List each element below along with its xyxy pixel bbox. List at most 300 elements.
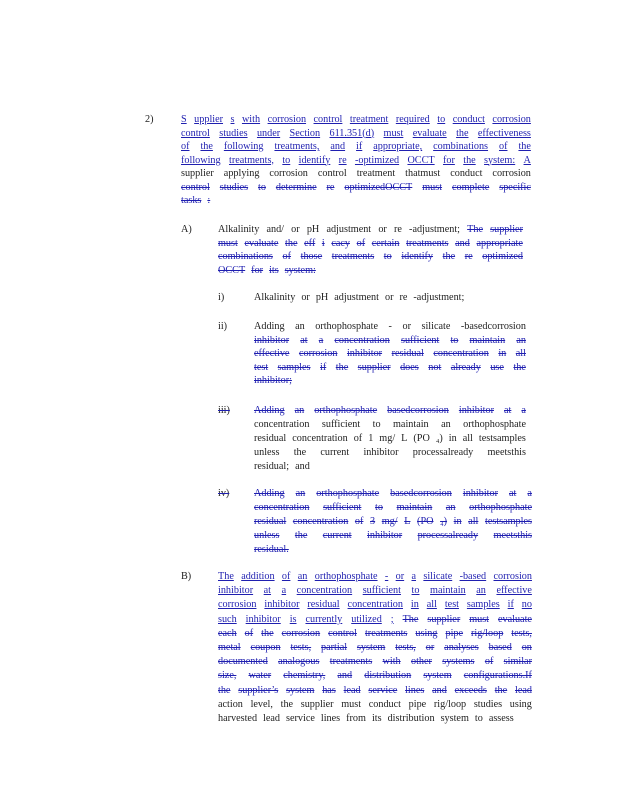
para_ii-word: already xyxy=(450,361,481,373)
item-label-i: i) xyxy=(218,292,225,303)
paraA-word: identify xyxy=(401,251,434,262)
para_ii-word: not xyxy=(428,361,442,373)
para2-word: with xyxy=(241,114,261,125)
para_iii-word: ₄) xyxy=(435,433,443,444)
paraB-word: lead xyxy=(343,684,361,696)
paraB-word: the xyxy=(494,684,508,696)
paraA-word: evaluate xyxy=(244,237,279,249)
paraB-line xyxy=(218,628,532,640)
para2-word: OCCT xyxy=(407,154,435,166)
para_ii-word: if xyxy=(320,361,327,373)
para2-word: tasks xyxy=(181,195,202,206)
para_ii-word: orthophosphate xyxy=(315,321,379,332)
paraB-word: the xyxy=(280,698,294,710)
paraA-line xyxy=(218,251,523,263)
item-label-2: 2) xyxy=(145,114,154,125)
para_iii-word: and xyxy=(295,461,310,472)
para2-word: appropriate, xyxy=(373,141,423,152)
para2-word: the xyxy=(518,141,531,152)
paraB-word: on xyxy=(521,642,532,653)
paraB-word: documented xyxy=(218,656,268,668)
paraB-word: distribution xyxy=(387,713,435,724)
para_ii-word: Adding xyxy=(254,321,285,332)
paraA-word: The xyxy=(467,224,483,235)
para2-word: control xyxy=(313,114,343,125)
para_ii-word: effective xyxy=(254,348,290,359)
paraB-word: control xyxy=(328,627,357,639)
para2-word: evaluate xyxy=(412,127,447,139)
paraB-word: a xyxy=(411,571,417,582)
para_iii-word: orthophosphate xyxy=(314,405,378,416)
paraB-word: of xyxy=(484,656,494,668)
para_i-word: -adjustment; xyxy=(413,292,465,303)
paraB-line xyxy=(218,670,532,682)
paraB-word: at xyxy=(263,585,272,597)
para_iii-line xyxy=(254,461,526,473)
paraB-word: addition xyxy=(241,571,275,582)
para_iii-word: L xyxy=(401,433,408,444)
para_i-line xyxy=(254,292,466,304)
paraB-word: service xyxy=(368,684,398,696)
paraB-word: distribution xyxy=(364,670,412,682)
para_ii-word: - xyxy=(388,321,392,332)
paraB-word: treatments xyxy=(329,656,373,668)
para2-word: to xyxy=(282,154,291,166)
paraB-word: all xyxy=(426,599,437,611)
para_ii-word: residual xyxy=(391,348,424,359)
para_ii-line xyxy=(254,375,526,387)
paraB-word: system xyxy=(356,642,386,653)
paraA-word: those xyxy=(300,251,323,262)
paraB-word: metal xyxy=(218,642,241,653)
paraB-word: from xyxy=(346,713,366,724)
para_iii-word: processalready xyxy=(412,447,474,458)
para2-word: conduct xyxy=(450,168,483,179)
para_iii-word: (PO xyxy=(413,433,430,444)
paraB-word: using xyxy=(415,627,438,639)
para_ii-word: samples xyxy=(277,361,311,373)
paraB-word: The xyxy=(218,571,234,582)
para2-word: and xyxy=(330,141,346,152)
para_iii-word: residual xyxy=(254,433,287,444)
paraA-word: the xyxy=(285,237,298,249)
paraB-word: concentration xyxy=(296,585,353,597)
para_iv-word: maintain xyxy=(396,502,433,513)
paraB-line xyxy=(218,656,532,668)
paraB-word: lead xyxy=(263,713,281,724)
para_iv-word: residual xyxy=(254,516,287,527)
paraB-word: utilized xyxy=(351,613,382,625)
paraB-word: to xyxy=(411,585,420,597)
para2-word: corrosion xyxy=(269,168,308,179)
para2-word: corrosion xyxy=(492,168,531,179)
paraB-word: service xyxy=(286,713,315,724)
para2-word: the xyxy=(463,154,476,166)
para_iii-line xyxy=(254,405,526,417)
para_iv-word: current xyxy=(322,530,352,541)
item-label-iv: iv) xyxy=(218,488,230,499)
paraA-word: combinations xyxy=(218,251,273,262)
para2-word: supplier xyxy=(181,168,214,179)
para2-word: studies xyxy=(219,181,249,193)
para_ii-word: inhibitor xyxy=(254,334,290,346)
paraB-word: partial xyxy=(321,642,348,653)
para_ii-word: use xyxy=(490,361,504,373)
para_iii-word: to xyxy=(372,419,381,430)
para_i-word: adjustment xyxy=(334,292,379,303)
para_iv-line xyxy=(254,516,532,528)
para_iv-word: Adding xyxy=(254,488,285,499)
paraA-word: its xyxy=(269,264,279,276)
para_iv-word: concentration xyxy=(292,516,349,527)
para_iii-line xyxy=(254,447,526,459)
paraB-word: test xyxy=(444,599,459,611)
para_iv-word: a xyxy=(527,488,532,499)
paraB-word: pipe xyxy=(408,698,427,710)
paraB-word: each xyxy=(218,627,237,639)
paraB-word: corrosion xyxy=(493,571,532,582)
para2-line xyxy=(181,155,531,167)
para2-word: corrosion xyxy=(267,114,307,125)
para_iv-word: concentration xyxy=(254,502,310,513)
paraB-word: system xyxy=(440,713,469,724)
para_ii-word: maintain xyxy=(469,334,506,346)
paraB-word: analyses xyxy=(444,642,479,653)
para2-word: conduct xyxy=(452,114,485,125)
paraB-word: currently xyxy=(305,613,343,625)
para_iv-word: (PO xyxy=(417,516,434,527)
para2-word: if xyxy=(356,141,363,152)
paraA-word: of xyxy=(282,251,292,262)
paraB-word: -based xyxy=(459,571,487,582)
paraB-word: The xyxy=(402,613,419,625)
paraB-word: chemistry, xyxy=(283,670,326,682)
para_ii-line xyxy=(254,362,526,374)
paraA-line xyxy=(218,224,523,236)
para_ii-word: the xyxy=(513,361,526,373)
para_iv-word: orthophosphate xyxy=(316,488,380,499)
para_ii-word: silicate xyxy=(421,321,451,332)
para2-word: of xyxy=(181,141,190,152)
para_ii-word: inhibitor; xyxy=(254,375,292,386)
para_ii-word: the xyxy=(335,361,349,373)
item-label-b: B) xyxy=(181,571,192,582)
paraB-word: conduct xyxy=(368,698,401,710)
para2-line xyxy=(181,195,531,207)
paraB-word: system xyxy=(423,670,452,682)
para_iv-word: 3 xyxy=(370,516,376,527)
para_iv-line xyxy=(254,502,532,514)
paraA-word: re xyxy=(393,224,402,235)
paraA-word: Alkalinity xyxy=(218,224,260,235)
paraB-word: studies xyxy=(473,698,503,710)
paraB-word: ; xyxy=(390,613,394,625)
para_iv-word: inhibitor xyxy=(367,530,403,541)
paraB-line xyxy=(218,699,532,711)
para_ii-line xyxy=(254,335,526,347)
para_iv-word: mg/ xyxy=(381,516,398,527)
para_iv-word: an xyxy=(445,502,456,513)
paraB-line xyxy=(218,585,532,597)
para_ii-word: inhibitor xyxy=(346,348,383,359)
paraB-word: system xyxy=(286,684,315,696)
paraB-word: analogous xyxy=(278,656,320,668)
para_iii-word: meetsthis xyxy=(487,447,526,458)
para_ii-word: to xyxy=(450,334,459,346)
para2-word: following xyxy=(223,141,264,152)
para2-word: under xyxy=(256,127,281,139)
para_i-word: or xyxy=(301,292,310,303)
paraB-word: an xyxy=(476,585,486,597)
para2-word: control xyxy=(181,127,210,139)
paraA-word: must xyxy=(218,237,238,249)
para2-word: control xyxy=(317,168,347,179)
para2-word: specific xyxy=(499,181,531,193)
paraA-word: of xyxy=(356,237,366,249)
para_iii-word: an xyxy=(441,419,451,430)
paraA-word: -adjustment; xyxy=(409,224,460,235)
para2-word: re xyxy=(326,181,335,193)
para_iii-word: residual; xyxy=(254,461,290,472)
paraB-word: the xyxy=(261,627,274,639)
paraB-word: such xyxy=(218,613,237,625)
para_i-word: Alkalinity xyxy=(254,292,296,303)
paraA-word: to xyxy=(383,251,392,262)
paraB-word: lines xyxy=(320,713,341,724)
paraA-line xyxy=(218,238,523,250)
paraB-word: rig/loop xyxy=(471,627,504,639)
para_iii-word: inhibitor xyxy=(363,447,399,458)
para_iii-word: a xyxy=(521,405,526,416)
para_iv-word: meetsthis xyxy=(493,530,532,541)
paraA-word: or xyxy=(378,224,387,235)
para_iii-word: unless xyxy=(254,447,280,458)
para_iii-word: current xyxy=(320,447,350,458)
paraB-word: silicate xyxy=(423,571,453,582)
para_ii-word: corrosion xyxy=(298,348,338,359)
para2-word: must xyxy=(422,181,443,193)
paraA-word: optimized xyxy=(482,251,523,262)
paraA-word: appropriate xyxy=(476,237,523,249)
para_iii-word: orthophosphate xyxy=(463,419,526,430)
paraB-word: in xyxy=(410,599,419,611)
para_ii-word: sufficient xyxy=(401,334,440,346)
para2-word: -optimized xyxy=(354,154,400,166)
para2-word: applying xyxy=(223,168,260,179)
para_iii-line xyxy=(254,433,526,445)
para2-line xyxy=(181,182,531,194)
para_ii-word: does xyxy=(400,361,419,373)
paraA-word: system: xyxy=(284,264,316,276)
para2-word: system: xyxy=(484,154,516,166)
paraA-word: eff xyxy=(304,237,316,249)
paraA-word: supplier xyxy=(490,224,523,235)
paraA-line xyxy=(218,265,523,277)
paraB-word: or xyxy=(395,571,405,582)
para_iv-word: unless xyxy=(254,530,280,541)
paraB-word: supplier xyxy=(427,613,461,625)
para_ii-word: or xyxy=(402,321,411,332)
para_ii-word: an xyxy=(295,321,305,332)
paraB-word: or xyxy=(425,642,435,653)
para_ii-word: an xyxy=(516,334,526,346)
para2-word: for xyxy=(442,154,455,166)
para2-word: must xyxy=(383,127,404,139)
para_iv-word: to xyxy=(375,502,383,513)
para_iii-word: maintain xyxy=(393,419,429,430)
para_i-word: pH xyxy=(315,292,329,303)
paraB-word: and xyxy=(337,670,353,682)
paraB-word: its xyxy=(371,713,382,724)
para_iv-word: at xyxy=(509,488,517,499)
para_iii-word: Adding xyxy=(254,405,285,416)
paraB-word: if xyxy=(507,599,514,611)
para_iv-word: orthophosphate xyxy=(469,502,532,513)
para2-word: determine xyxy=(275,181,317,193)
paraB-word: lines xyxy=(405,684,425,696)
paraB-word: must xyxy=(341,698,362,710)
paraB-word: and xyxy=(432,684,447,696)
para_iv-line xyxy=(254,488,532,500)
para2-word: of xyxy=(498,141,508,152)
paraB-word: supplier xyxy=(300,698,334,710)
item-label-a: A) xyxy=(181,224,192,235)
para2-word: s xyxy=(230,114,235,125)
para2-word: upplier xyxy=(194,114,224,125)
para2-word: to xyxy=(258,181,266,193)
paraB-word: sufficient xyxy=(362,585,401,597)
para2-line xyxy=(181,168,531,180)
paraA-word: treatments xyxy=(331,251,375,262)
para_i-word: re xyxy=(399,292,408,303)
para2-word: complete xyxy=(451,181,490,193)
para_iii-word: of xyxy=(353,433,363,444)
para_iii-word: concentration xyxy=(254,419,310,430)
para_iv-word: all xyxy=(468,516,479,527)
paraB-word: an xyxy=(297,571,308,582)
paraA-word: treatments xyxy=(406,237,449,249)
para2-word: treatment xyxy=(356,168,396,179)
para_iii-word: inhibitor xyxy=(458,405,494,416)
paraB-word: inhibitor xyxy=(264,599,300,611)
para_iii-word: basedcorrosion xyxy=(387,405,449,416)
paraB-word: rig/loop xyxy=(433,698,467,710)
para_iv-word: the xyxy=(294,530,308,541)
para_iv-word: in xyxy=(453,516,462,527)
para2-word: to xyxy=(437,114,446,125)
para_iv-word: sufficient xyxy=(323,502,362,513)
para_ii-word: test xyxy=(254,361,269,373)
paraB-word: to xyxy=(474,713,483,724)
para2-word: re xyxy=(338,154,347,166)
paraA-word: the xyxy=(442,251,456,262)
para_ii-word: supplier xyxy=(357,361,391,373)
item-label-ii: ii) xyxy=(218,321,228,332)
paraB-line xyxy=(218,713,532,725)
para2-word: studies xyxy=(219,127,248,139)
para2-word: A xyxy=(523,154,531,166)
para2-word: treatments, xyxy=(274,141,320,152)
para2-word: thatmust xyxy=(405,168,441,179)
paraB-word: harvested xyxy=(218,713,258,724)
paraA-word: or xyxy=(291,224,300,235)
paraB-line xyxy=(218,642,532,654)
paraB-word: based xyxy=(488,642,512,653)
para_iii-word: at xyxy=(504,405,512,416)
para_ii-word: concentration xyxy=(334,334,390,346)
paraA-word: cacy xyxy=(331,237,350,249)
paraB-word: systems xyxy=(442,656,475,668)
para_iv-word: ₄) xyxy=(440,516,448,527)
paraB-word: corrosion xyxy=(218,599,257,611)
para_iii-word: sufficient xyxy=(321,419,361,430)
paraB-word: coupon xyxy=(250,642,281,653)
paraB-word: tests, xyxy=(395,642,416,653)
para_ii-word: in xyxy=(498,348,507,359)
paraB-word: configurations.If xyxy=(463,670,532,682)
paraA-word: adjustment xyxy=(326,224,372,235)
para2-word: S xyxy=(181,114,187,125)
paraB-word: must xyxy=(469,613,490,625)
para_iii-word: concentration xyxy=(292,433,348,444)
paraB-word: corrosion xyxy=(281,627,321,639)
paraB-word: size, xyxy=(218,670,237,682)
paraB-word: has xyxy=(322,684,336,696)
paraB-word: treatments xyxy=(364,627,408,639)
paraB-line xyxy=(218,614,532,626)
para_iv-word: residual. xyxy=(254,544,289,555)
para_i-word: or xyxy=(384,292,394,303)
paraA-word: OCCT xyxy=(218,264,246,276)
para2-word: : xyxy=(207,195,211,206)
paraB-word: the xyxy=(218,684,231,696)
para_iii-word: all xyxy=(462,433,473,444)
paraA-word: re xyxy=(464,251,473,262)
paraB-word: inhibitor xyxy=(245,613,281,625)
paraB-word: samples xyxy=(466,599,500,611)
para2-word: required xyxy=(395,114,430,125)
para_ii-word: all xyxy=(515,348,526,359)
para_iii-word: the xyxy=(293,447,307,458)
paraA-word: i xyxy=(321,237,325,249)
paraB-word: action xyxy=(218,698,243,710)
item-label-iii: iii) xyxy=(218,405,230,416)
para_iv-word: basedcorrosion xyxy=(390,488,452,499)
para_iii-word: testsamples xyxy=(478,433,526,444)
paraB-word: - xyxy=(384,571,389,582)
paraB-word: supplier’s xyxy=(238,684,279,696)
paraB-word: tests, xyxy=(511,627,532,639)
para2-word: effectiveness xyxy=(477,127,531,139)
paraB-word: maintain xyxy=(430,585,466,597)
para_ii-line xyxy=(254,321,526,333)
para_iii-word: 1 xyxy=(368,433,374,444)
paraA-word: and/ xyxy=(266,224,285,235)
para_iii-word: in xyxy=(448,433,457,444)
para_iv-line xyxy=(254,544,532,556)
para2-word: treatments, xyxy=(228,154,274,166)
para_iii-word: mg/ xyxy=(379,433,396,444)
para2-word: control xyxy=(181,181,210,193)
para2-word: treatment xyxy=(349,114,389,125)
para_ii-word: at xyxy=(300,334,308,346)
paraA-word: pH xyxy=(306,224,320,235)
paraA-word: and xyxy=(455,237,470,249)
paraB-word: other xyxy=(410,656,432,668)
para_ii-word: -basedcorrosion xyxy=(460,321,526,332)
para2-word: the xyxy=(456,127,469,139)
paraB-word: of xyxy=(244,627,254,639)
